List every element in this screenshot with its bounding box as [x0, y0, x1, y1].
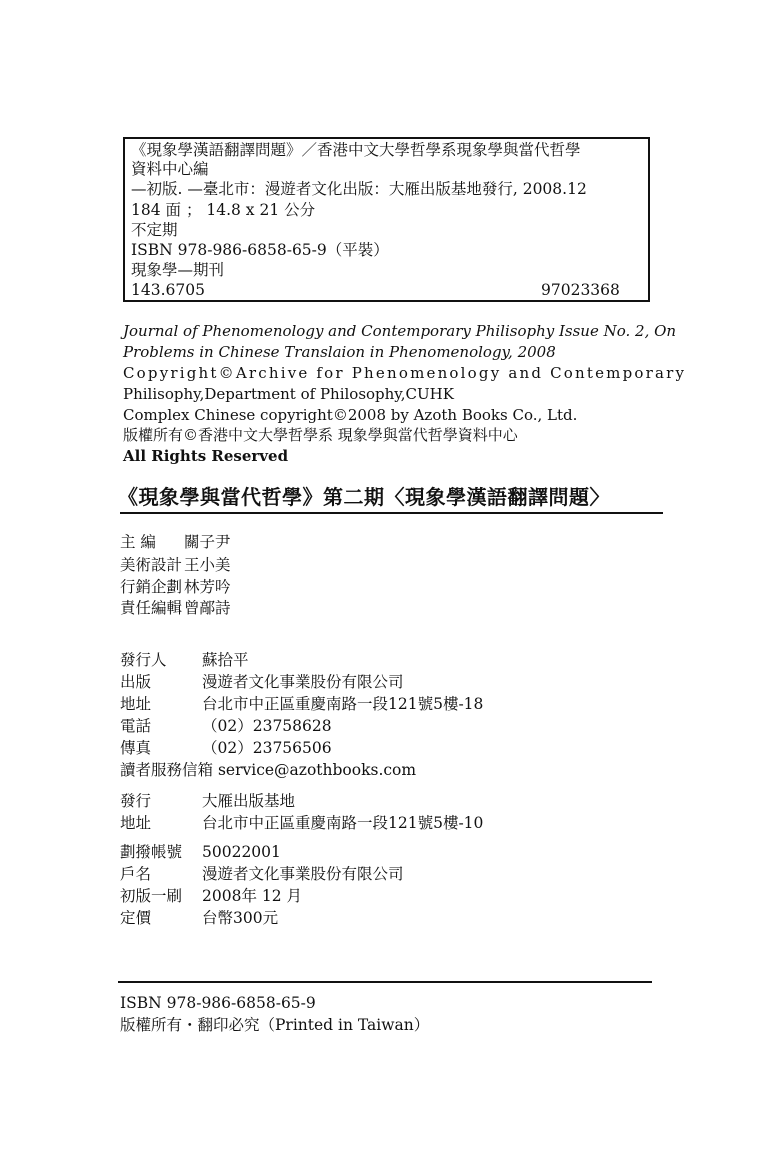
cip-record-number: 97023368 [541, 281, 620, 299]
cip-catalog-box [123, 137, 650, 302]
publisher-label: 讀者服務信箱 [120, 761, 214, 779]
cip-subject-line: 現象學—期刊 [131, 261, 225, 279]
footer-isbn: ISBN 978-986-6858-65-9 [120, 994, 316, 1012]
publisher-value: 台北市中正區重慶南路一段121號5樓-18 [202, 695, 484, 713]
cip-pages-line: 184 面 ； 14.8 x 21 公分 [131, 201, 316, 219]
misc-value: 2008年 12 月 [202, 887, 303, 905]
publisher-label: 地址 [120, 695, 152, 713]
publisher-row [120, 738, 332, 758]
publisher-label: 發行人 [120, 651, 167, 669]
reader-service-email: service@azothbooks.com [217, 761, 417, 779]
misc-label: 劃撥帳號 [120, 843, 183, 861]
journal-title-line-2: Problems in Chinese Translaion in Phenomenology, 2008 [123, 343, 556, 361]
publisher-row [120, 716, 332, 736]
all-rights-reserved: All Rights Reserved [123, 447, 289, 465]
staff-value: 關子尹 [184, 533, 231, 551]
staff-value: 林芳吟 [184, 578, 231, 596]
misc-value: 漫遊者文化事業股份有限公司 [202, 865, 404, 883]
cip-editor-line: 資料中心編 [131, 160, 209, 178]
account-name-row [120, 864, 404, 884]
cip-number-line [131, 281, 642, 300]
first-print-row [120, 886, 303, 906]
title-divider [120, 512, 663, 514]
staff-row [120, 532, 231, 552]
rights-chinese: 版權所有©香港中文大學哲學系 現象學與當代哲學資料中心 [123, 426, 518, 444]
misc-value: 50022001 [202, 843, 281, 861]
misc-label: 定價 [120, 909, 152, 927]
staff-row [120, 577, 231, 597]
publisher-row [120, 650, 249, 670]
publisher-value: （02）23756506 [202, 739, 332, 757]
staff-label: 行銷企劃 [120, 578, 183, 596]
reader-service-row [120, 760, 416, 780]
staff-value: 王小美 [184, 556, 231, 574]
misc-label: 戶名 [120, 865, 152, 883]
publisher-value: （02）23758628 [202, 717, 332, 735]
staff-row [120, 598, 231, 618]
cip-frequency-line: 不定期 [131, 221, 178, 239]
publisher-row [120, 694, 484, 714]
distributor-label: 地址 [120, 814, 152, 832]
publisher-label: 電話 [120, 717, 152, 735]
staff-label: 責任編輯 [120, 599, 183, 617]
misc-value: 台幣300元 [202, 909, 279, 927]
payment-account-row [120, 842, 281, 862]
staff-label: 美術設計 [120, 556, 183, 574]
distributor-value: 大雁出版基地 [202, 792, 296, 810]
distributor-row [120, 791, 296, 811]
series-title: 《現象學與當代哲學》第二期〈現象學漢語翻譯問題〉 [118, 485, 610, 509]
cip-isbn-line: ISBN 978-986-6858-65-9（平裝） [131, 241, 389, 259]
misc-label: 初版一刷 [120, 887, 183, 905]
journal-title-line-1: Journal of Phenomenology and Contemporary Philisophy Issue No. 2, On [123, 322, 677, 340]
staff-value: 曾鄗詩 [184, 599, 231, 617]
distributor-value: 台北市中正區重慶南路一段121號5樓-10 [202, 814, 484, 832]
publisher-row [120, 672, 404, 692]
cip-title-line: 《現象學漢語翻譯問題》／香港中文大學哲學系現象學與當代哲學 [131, 141, 581, 159]
cip-class-number: 143.6705 [131, 281, 205, 299]
cip-edition-line: —初版. —臺北市：漫遊者文化出版：大雁出版基地發行, 2008.12 [131, 180, 587, 198]
publisher-label: 出版 [120, 673, 152, 691]
staff-row [120, 555, 231, 575]
publisher-label: 傳真 [120, 739, 152, 757]
footer-divider [118, 981, 652, 983]
publisher-value: 蘇拾平 [202, 651, 249, 669]
copyright-line-2: Philisophy,Department of Philosophy,CUHK [123, 385, 454, 403]
price-row [120, 908, 279, 928]
publisher-value: 漫遊者文化事業股份有限公司 [202, 673, 404, 691]
complex-chinese-copyright: Complex Chinese copyright©2008 by Azoth Books Co., Ltd. [123, 406, 578, 424]
staff-label: 主 編 [120, 533, 156, 551]
distributor-label: 發行 [120, 792, 152, 810]
copyright-line-1: Copyright©Archive for Phenomenology and Contemporary [123, 364, 687, 382]
distributor-row [120, 813, 484, 833]
footer-rights: 版權所有・翻印必究（Printed in Taiwan） [120, 1016, 430, 1034]
